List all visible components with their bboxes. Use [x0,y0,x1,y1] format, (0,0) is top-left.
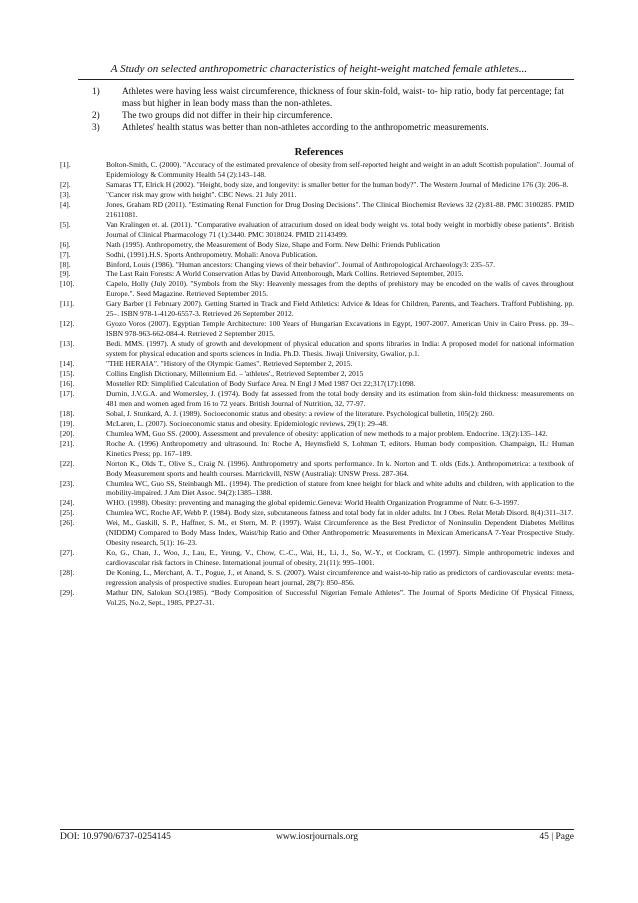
reference-item [60,279,574,299]
reference-text: Jones, Graham RD (2011). "Estimating Renal Function for Drug Dosing Decisions". The Clinical Biochemist Reviews 32 (2):81-88. PMC 3100285. PMID 21611081. [106,199,574,219]
reference-item [60,429,574,439]
footer-divider [60,829,574,830]
reference-number: [2]. [60,179,71,189]
conclusion-item [92,86,572,110]
reference-text: Mathur DN, Salokun SO.(1985). “Body Composition of Successful Nigerian Female Athletes”. The Journal of Sports Medicine Of Physical Fitness, Vol.25, No.2, Sept., 1985, PP.27-31. [106,587,574,607]
reference-number: [20]. [60,428,75,438]
reference-text: Binford, Louis (1986). "Human ancestors: Changing views of their behavior". Journal of Anthropological Archaeology3: 235–57. [106,259,495,269]
reference-number: [1]. [60,160,71,169]
reference-item [60,260,574,270]
reference-text: "Cancer risk may grow with height". CBC News. 21 July 2011. [106,189,297,199]
reference-item [60,369,574,379]
conclusion-number: 3) [92,123,100,133]
reference-item [60,190,574,200]
footer-doi: DOI: 10.9790/6737-0254145 [60,832,171,842]
reference-number: [15]. [60,369,75,379]
reference-number: [3]. [60,189,71,199]
reference-number: [17]. [60,388,75,398]
reference-text: Norton K., Olds T., Olive S., Craig N. (1996). Anthropometry and sports performance. In k. Norton and T. olds (Eds.). Anthropometrica: a textbook of Body Measurement sports and health courses. Marrickvill, NSW (Australia): UNSW Press. 287-364. [106,458,574,478]
conclusion-text: Athletes' health status was better than non-athletes according to the anthropometric measurements. [122,123,489,133]
reference-item [60,339,574,359]
reference-number: [23]. [60,478,75,488]
conclusion-item [92,122,572,134]
reference-text: De Koning, L., Merchant, A. T., Pogue, J., et Anand, S. S. (2007). Waist circumference and waist-to-hip ratio as predictors of cardiovascular events: meta-regression analysis of prospective studies. European heart journal, 28(7): 850–856. [106,568,574,588]
reference-item [60,379,574,389]
reference-text: Wei, M., Gaskill, S. P., Haffner, S. M., et Stern, M. P. (1997). Waist Circumference as the Best Predictor of Noninsulin Dependent Diabetes Mellitus (NIDDM) Compared to Body Mass Index, Waist/hip Ratio and Other Anthropometric Measurements in Mexican AmericansA 7-Year Prospective Study. Obesity research, 5(1): 16–23. [106,518,574,548]
reference-number: [4]. [60,199,71,209]
conclusion-text: Athletes were having less waist circumference, thickness of four skin-fold, waist- to- hip ratio, body fat percentage; fat mass but higher in lean body mass than the non-athletes. [122,87,564,109]
reference-text: Chumlea WM, Guo SS. (2000). Assessment and prevalence of obesity: application of new methods to a major problem. Endocrine. 13(2):135–142. [106,428,548,438]
reference-item [60,269,574,279]
reference-number: [11]. [60,299,75,309]
reference-item [60,419,574,429]
reference-item [60,439,574,459]
reference-text: Chumlea WC, Roche AF, Webb P. (1984). Body size, subcutaneous fatness and total body fat in older adults. Int J Obes. Relat Metab Disord. 8(4):311–317. [106,508,574,518]
reference-number: [21]. [60,438,75,448]
conclusion-number: 2) [92,111,100,121]
reference-number: [7]. [60,249,71,259]
reference-number: [27]. [60,548,75,558]
reference-text: "THE HERAIA". "History of the Olympic Games". Retrieved September 2, 2015. [106,359,353,369]
reference-item [60,518,574,548]
reference-item [60,548,574,568]
reference-text: Bolton-Smith, C. (2000). "Accuracy of the estimated prevalence of obesity from self-reported height and weight in an adult Scottish population". Journal of Epidemiology & Community Health 54 (2):143–148. [106,160,574,179]
footer-page-number: 45 | Page [539,832,574,842]
running-header: A Study on selected anthropometric characteristics of height-weight matched female athletes... [110,63,528,75]
reference-number: [26]. [60,518,75,528]
reference-text: Gary Barber (1 February 2007). Getting Started in Track and Field Athletics: Advice & Ideas for Children, Parents, and Teachers. Trafford Publishing. pp. 25–. ISBN 978-1-4120-6557-3. Retrieved 26 September 2012. [106,299,574,319]
references-heading: References [294,147,344,158]
reference-number: [12]. [60,319,75,329]
reference-number: [28]. [60,568,75,578]
reference-number: [22]. [60,458,75,468]
reference-text: Samaras TT, Elrick H (2002). "Height, body size, and longevity: is smaller better for the human body?". The Western Journal of Medicine 176 (3): 206–8. [106,179,569,189]
reference-number: [19]. [60,418,75,428]
reference-text: Roche A. (1996) Anthropometry and ultrasound. In: Roche A, Heymsfield S, Lohman T, editors. Human body composition. Champaign, IL: Human Kinetics Press; pp. 167–189. [106,438,574,458]
conclusion-text: The two groups did not differ in their hip circumference. [122,111,333,121]
reference-item [60,479,574,499]
reference-number: [29]. [60,587,75,597]
reference-text: Sobal, J. Stunkard, A. J. (1989). Socioeconomic status and obesity: a review of the literature. Psychological bulletin, 105(2): 260. [106,408,495,418]
reference-text: Ko, G., Chan, J., Woo, J., Lau, E., Yeung, V., Chow, C.-C., Wai, H., Li, J., So, W.-Y., et Cockram, C. (1997). Simple anthropometric indexes and cardiovascular risk factors in Chinese. International journal of obesity, 21(11): 995–1001. [106,548,574,568]
reference-item [60,240,574,250]
conclusion-item [92,110,572,122]
reference-text: Gyozo Voros (2007). Egyptian Temple Architecture: 100 Years of Hungarian Excavations in Egypt, 1907-2007. American Univ in Cairo Press. pp. 39–. ISBN 978-963-662-084-4. Retrieved 2 September 2015. [106,319,574,339]
reference-number: [16]. [60,378,75,388]
reference-item [60,568,574,588]
reference-number: [10]. [60,279,75,289]
reference-item [60,220,574,240]
reference-item [60,498,574,508]
reference-number: [5]. [60,219,71,229]
reference-number: [6]. [60,239,71,249]
reference-item [60,200,574,220]
conclusions-list [92,86,572,134]
reference-item [60,319,574,339]
reference-item [60,508,574,518]
reference-item [60,588,574,608]
reference-text: Capelo, Holly (July 2010). "Symbols from the Sky: Heavenly messages from the depths of prehistory may be encoded on the walls of caves throughout Europe.". Seed Magazine. Retrieved September 2015. [106,279,574,299]
reference-text: McLaren, L. (2007). Socioeconomic status and obesity. Epidemiologic reviews, 29(1): 29–48. [106,418,388,428]
reference-item [60,459,574,479]
reference-number: [9]. [60,269,71,279]
reference-text: Van Kralingen et. al. (2011). "Comparative evaluation of atracurium dosed on ideal body weight vs. total body weight in morbidly obese patients". British Journal of Clinical Pharmacology 71 (1):3440. PMC 3018024. PMID 21143499. [106,219,574,239]
header-divider [78,79,574,80]
reference-item [60,409,574,419]
reference-text: WHO. (1998). Obesity: preventing and managing the global epidemic.Geneva: World Health Organization Programme of Nutr. 6-3-1997. [106,498,520,508]
reference-text: Sodhi, (1991).H.S. Sports Anthropometry. Mohali: Anova Publication. [106,249,318,259]
reference-number: [24]. [60,498,75,508]
reference-item [60,250,574,260]
reference-item [60,359,574,369]
reference-number: [8]. [60,259,71,269]
references-list [60,160,574,608]
footer-website: www.iosrjournals.org [275,832,359,842]
reference-text: Durnin, J.V.G.A. and Womersley, J. (1974). Body fat assessed from the total body density and its estimation from skin-fold thickness: measurements on 481 men and women aged from 16 to 72 years. British Journal of Nutrition, 32, 77-97. [106,388,574,408]
reference-item [60,180,574,190]
reference-text: Mosteller RD: Simplified Calculation of Body Surface Area. N Engl J Med 1987 Oct 22;317(17):1098. [106,378,416,388]
reference-text: Chumlea WC, Guo SS, Steinbaugh ML. (1994). The prediction of stature from knee height for black and white adults and children, with application to the mobility-impaired. J Am Diet Assoc. 94(2):1385–1388. [106,478,574,498]
reference-text: Collins English Dictionary, Millennium Ed. – 'athletes'., Retrieved September 2, 2015 [106,369,364,379]
reference-text: Nath (1995). Anthropometry, the Measurement of Body Size, Shape and Form. New Delhi: Friends Publication [106,239,441,249]
reference-number: [14]. [60,359,75,369]
reference-text: The Last Rain Forests: A World Conservation Atlas by David Attenborough, Mark Collins. Retrieved September, 2015. [106,269,464,279]
reference-item [60,160,574,180]
reference-number: [13]. [60,339,75,349]
reference-text: Bedi. MMS. (1997). A study of growth and development of physical education and sports libraries in India: A proposed model for national information system for physical education and sports sciences in India. Ph.D. Thesis. Jiwaji University, Gwalior, p.1. [106,339,574,359]
reference-number: [18]. [60,408,75,418]
reference-item [60,299,574,319]
conclusion-number: 1) [92,87,100,97]
reference-item [60,389,574,409]
page-footer [60,832,574,846]
reference-number: [25]. [60,508,75,518]
